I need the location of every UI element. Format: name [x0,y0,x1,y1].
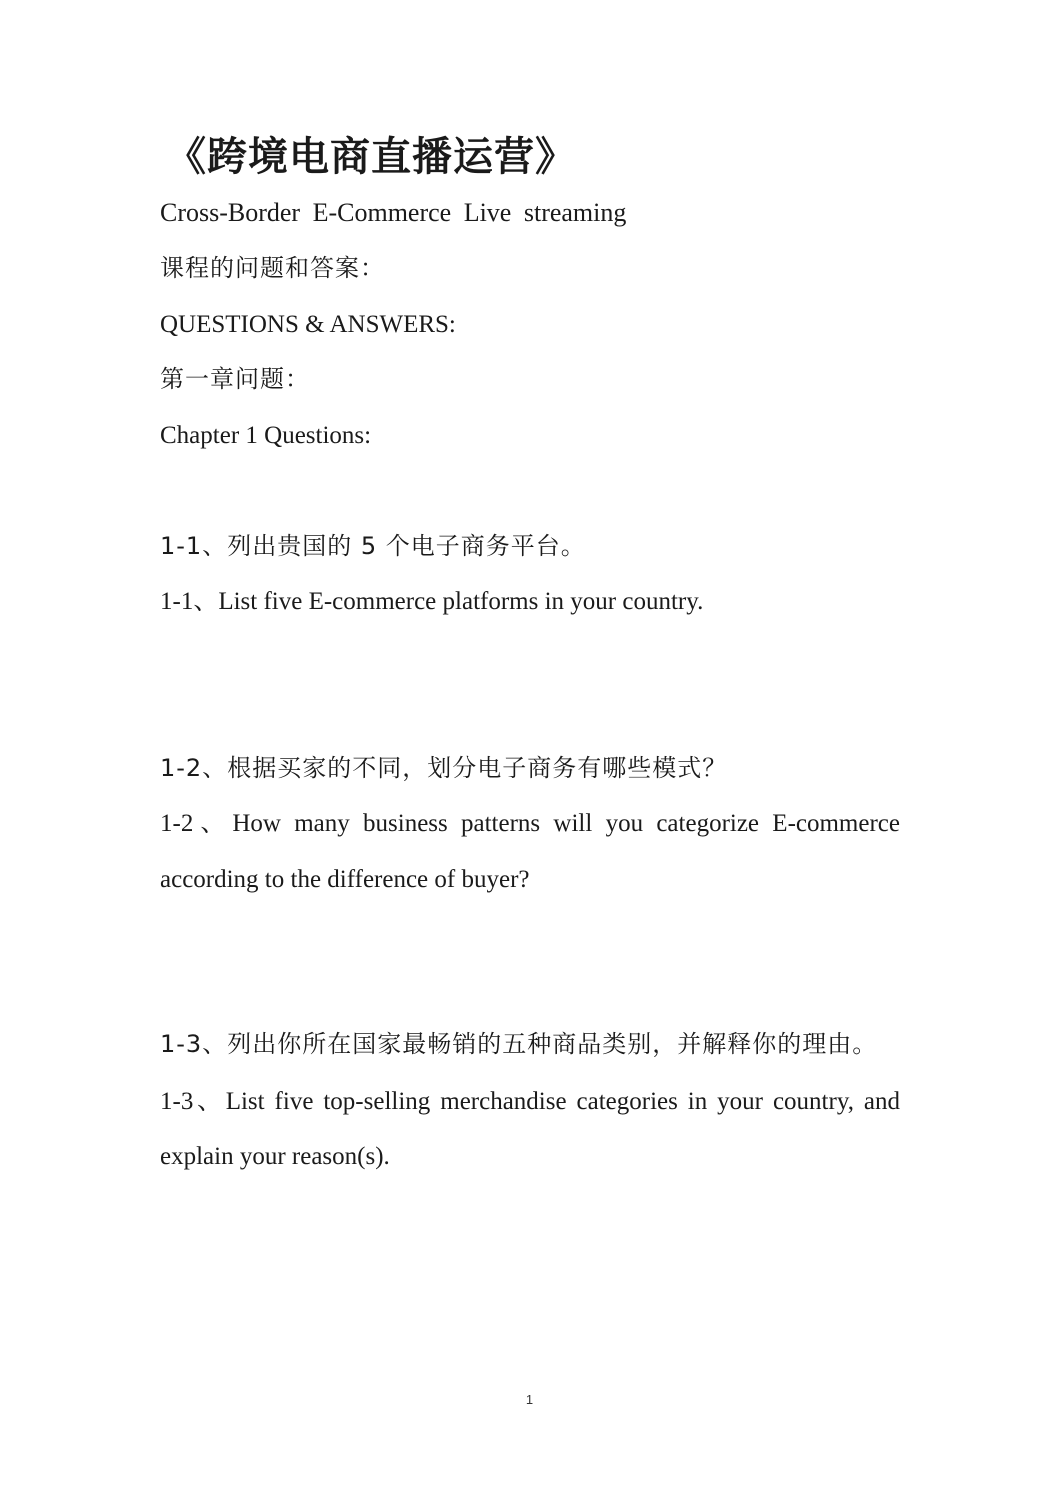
question-1-2-en-line1: 1-2、How many business patterns will you categorize E-commerce [160,810,900,837]
question-1-3-en-line2: explain your reason(s). [160,1143,390,1170]
document-subtitle-en: Cross-Border E-Commerce Live streaming [160,198,627,227]
chapter-heading-en: Chapter 1 Questions: [160,422,372,449]
question-1-2-en-line2: according to the difference of buyer? [160,866,530,893]
qa-heading-en: QUESTIONS & ANSWERS: [160,311,456,338]
chapter-heading-cn: 第一章问题： [160,365,310,393]
document-title: 《跨境电商直播运营》 [166,133,576,180]
qa-heading-cn: 课程的问题和答案： [160,254,385,282]
question-1-2-cn: 1-2、根据买家的不同，划分电子商务有哪些模式？ [160,754,728,782]
question-1-3-en-line1: 1-3、List five top-selling merchandise categories in your country, and [160,1088,900,1115]
question-1-1-cn: 1-1、列出贵国的 5 个电子商务平台。 [160,532,586,560]
page-number: 1 [525,1392,534,1407]
question-1-1-en: 1-1、List five E-commerce platforms in your country. [160,588,704,615]
question-1-3-cn: 1-3、列出你所在国家最畅销的五种商品类别，并解释你的理由。 [160,1030,878,1058]
